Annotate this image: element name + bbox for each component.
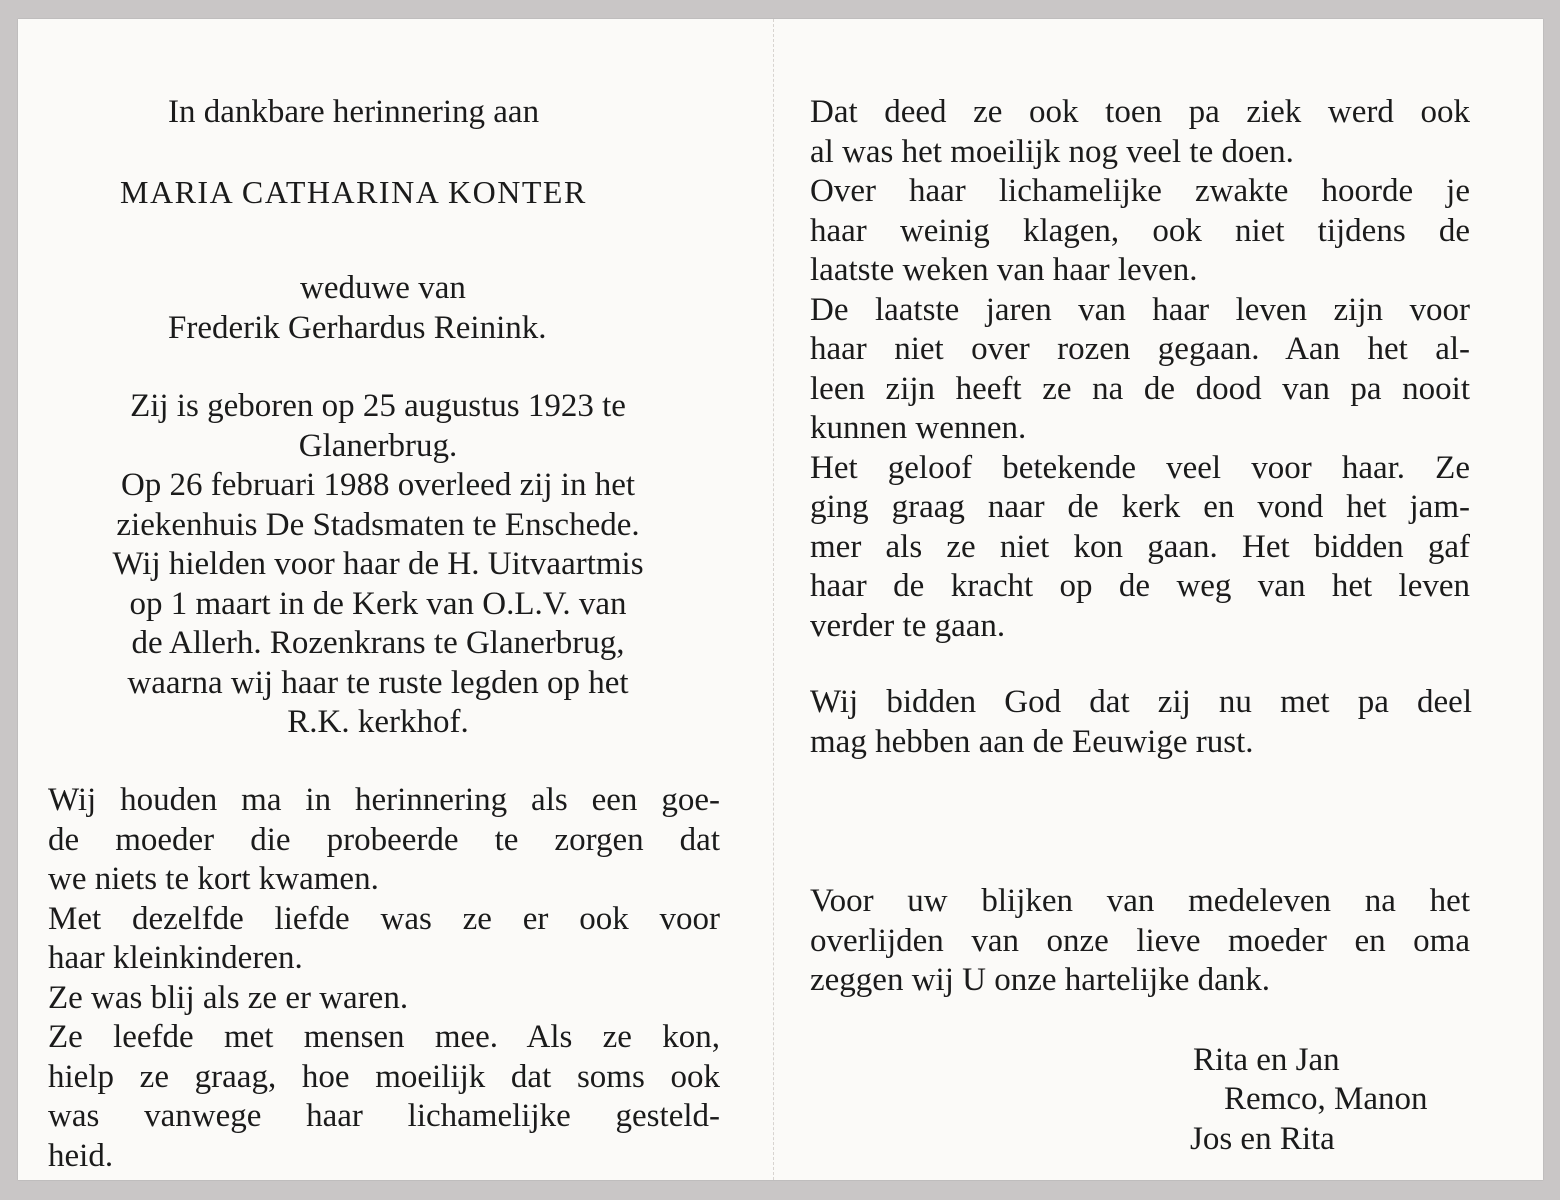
text-line: laatste weken van haar leven.: [810, 252, 1198, 288]
thanks-block: [810, 882, 1470, 1001]
text-line: Wij houden ma in herinnering als een goe-: [48, 782, 720, 818]
birth-death-block: [48, 387, 708, 743]
text-line: mag hebben aan de Eeuwige rust.: [810, 723, 1254, 760]
text-line: de moeder die probeerde te zorgen dat: [48, 821, 720, 858]
text-line: op 1 maart in de Kerk van O.L.V. van: [129, 585, 627, 622]
text-line: overlijden van onze lieve moeder en oma: [810, 922, 1470, 959]
text-line: Met dezelfde liefde was ze er ook voor: [48, 900, 720, 937]
text-line: Voor uw blijken van medeleven na het: [810, 883, 1470, 919]
text-line: Ze leefde met mensen mee. Als ze kon,: [48, 1019, 720, 1055]
signature-line: Rita en Jan: [1193, 1042, 1340, 1078]
header-intro: In dankbare herinnering aan: [168, 94, 540, 130]
text-line: haar de kracht op de weg van het leven: [810, 568, 1470, 604]
text-line: we niets te kort kwamen.: [48, 861, 379, 897]
text-line: mer als ze niet kon gaan. Het bidden gaf: [810, 528, 1470, 565]
text-line: al was het moeilijk nog veel te doen.: [810, 133, 1294, 170]
widow-of: weduwe van: [300, 270, 466, 306]
text-line: haar weinig klagen, ook niet tijdens de: [810, 212, 1470, 249]
text-line: waarna wij haar te ruste legden op het: [127, 664, 629, 701]
signature-line: Jos en Rita: [1190, 1121, 1335, 1157]
main-paragraph: [810, 93, 1470, 646]
signature-line: Remco, Manon: [1224, 1081, 1428, 1117]
text-line: R.K. kerkhof.: [287, 704, 469, 740]
prayer-block: [810, 683, 1472, 762]
text-line: Dat deed ze ook toen pa ziek werd ook: [810, 94, 1470, 130]
text-line: ziekenhuis De Stadsmaten te Enschede.: [116, 506, 640, 543]
text-line: Over haar lichamelijke zwakte hoorde je: [810, 173, 1470, 209]
text-line: Ze was blij als ze er waren.: [48, 979, 409, 1016]
text-line: ging graag naar de kerk en vond het jam-: [810, 489, 1470, 525]
fold-line: [773, 19, 774, 1180]
text-line: Op 26 februari 1988 overleed zij in het: [120, 467, 636, 503]
text-line: kunnen wennen.: [810, 410, 1027, 446]
text-line: heid.: [48, 1137, 114, 1174]
text-line: haar kleinkinderen.: [48, 940, 303, 976]
text-line: Zij is geboren op 25 augustus 1923 te: [130, 388, 626, 424]
text-line: Het geloof betekende veel voor haar. Ze: [810, 449, 1470, 486]
text-line: was vanwege haar lichamelijke gesteld-: [48, 1098, 720, 1134]
text-line: De laatste jaren van haar leven zijn voor: [810, 291, 1470, 328]
deceased-name: MARIA CATHARINA KONTER: [120, 174, 587, 210]
memorial-card: [18, 19, 1543, 1180]
text-line: hielp ze graag, hoe moeilijk dat soms ook: [48, 1058, 720, 1095]
memory-block: [48, 781, 720, 1176]
spouse-name: Frederik Gerhardus Reinink.: [168, 310, 547, 346]
text-line: verder te gaan.: [810, 607, 1006, 644]
text-line: haar niet over rozen gegaan. Aan het al-: [810, 331, 1470, 367]
text-line: leen zijn heeft ze na de dood van pa nooit: [810, 370, 1470, 407]
text-line: zeggen wij U onze hartelijke dank.: [810, 962, 1270, 998]
text-line: Glanerbrug.: [298, 427, 458, 464]
text-line: Wij bidden God dat zij nu met pa deel: [810, 684, 1472, 720]
text-line: de Allerh. Rozenkrans te Glanerbrug,: [131, 625, 625, 661]
text-line: Wij hielden voor haar de H. Uitvaartmis: [112, 546, 644, 582]
